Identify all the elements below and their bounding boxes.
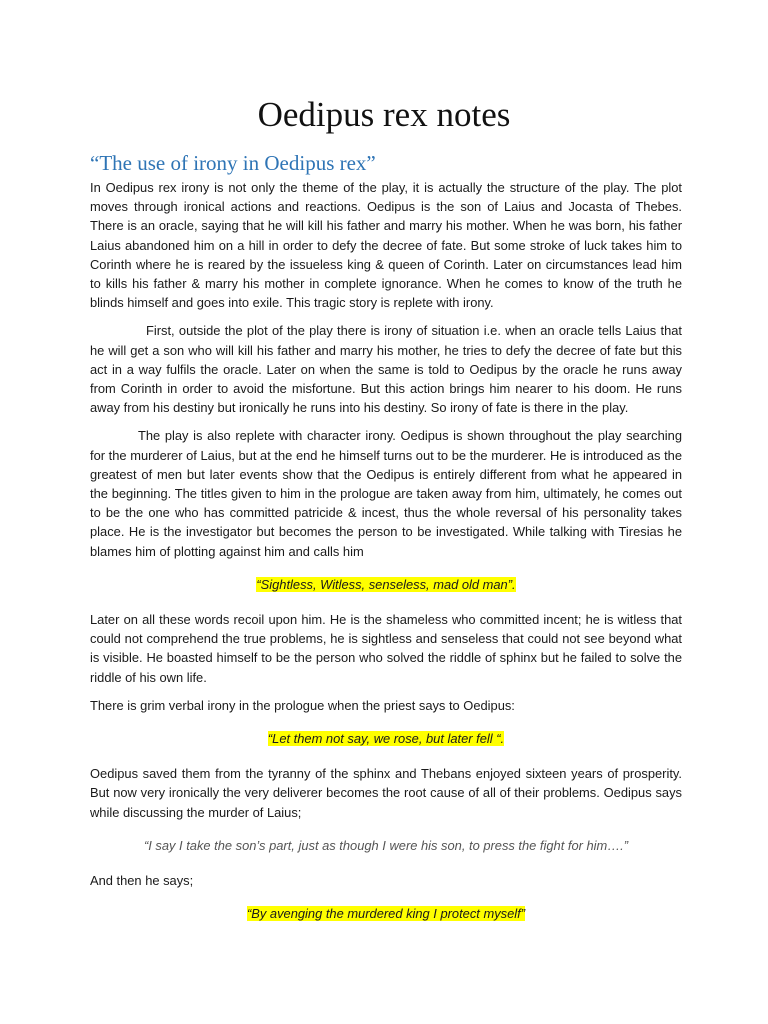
- paragraph-verbal-irony: There is grim verbal irony in the prologue when the priest says to Oedipus:: [90, 697, 515, 713]
- paragraph-character-irony: The play is also replete with character irony. Oedipus is shown throughout the play searching for the murderer of Laius, but at the end he himself turns out to be the murderer. He is introduced as the greatest of men but later events show that the Oedipus is entirely different from what he appeared in the beginning. The titles given to him in the prologue are taken away from him, ultimately, he comes out to be the one who has committed patricide & incest, thus the whole reversal of his personality takes place. He is the investigator but becomes the person to be investigated. While talking with Tiresias he blames him of plotting against him and calls him: [90, 428, 682, 559]
- paragraph-deliverer: Oedipus saved them from the tyranny of the sphinx and Thebans enjoyed sixteen years of prosperity. But now very ironically the very deliverer becomes the root cause of all of their problems. Oedipus says while discussing the murder of Laius;: [90, 766, 682, 820]
- highlighted-quote: “Sightless, Witless, senseless, mad old man”.: [256, 576, 516, 592]
- quote-sightless: [90, 575, 682, 594]
- paragraph-irony-of-situation: First, outside the plot of the play there is irony of situation i.e. when an oracle tells Laius that he will get a son who will kill his father and marry his mother, he tries to defy the decree of fate but this act in a way fulfils the oracle. Later on when the same is told to Oedipus by the oracle he runs away from Corinth in order to avoid the misfortune. But this action brings him nearer to his doom. He runs away from his destiny but ironically he runs into his destiny. So irony of fate is there in the play.: [90, 323, 682, 416]
- document-title: Oedipus rex notes: [257, 95, 511, 134]
- highlighted-quote: “Let them not say, we rose, but later fell “.: [267, 731, 505, 747]
- highlighted-quote: “By avenging the murdered king I protect myself”: [247, 906, 525, 922]
- paragraph-intro: In Oedipus rex irony is not only the theme of the play, it is actually the structure of the play. The plot moves through ironical actions and reactions. Oedipus is the son of Laius and Jocasta of Thebes. There is an oracle, saying that he will kill his father and marry his mother. When he was born, his father Laius abandoned him on a hill in order to defy the decree of fate. But some stroke of luck takes him to Corinth where he is reared by the issueless king & queen of Corinth. Later on circumstances lead him to kills his father & marry his mother in complete ignorance. When he comes to know of the truth he blinds himself and goes into exile. This tragic story is replete with irony.: [90, 180, 682, 311]
- paragraph-and-then: And then he says;: [90, 873, 194, 889]
- quote-sons-part: “I say I take the son’s part, just as though I were his son, to press the fight for him….”: [143, 837, 629, 853]
- paragraph-recoil: Later on all these words recoil upon him. He is the shameless who committed incent; he is witless that could not comprehend the true problems, he is sightless and senseless that could not see beyond what is visible. He boasted himself to be the person who solved the riddle of sphinx but he failed to solve the riddle of his own life.: [90, 612, 682, 685]
- document-subtitle: “The use of irony in Oedipus rex”: [90, 151, 376, 175]
- quote-let-them-not-say: [90, 729, 682, 748]
- document-body: [90, 178, 682, 940]
- quote-avenging: [90, 904, 682, 923]
